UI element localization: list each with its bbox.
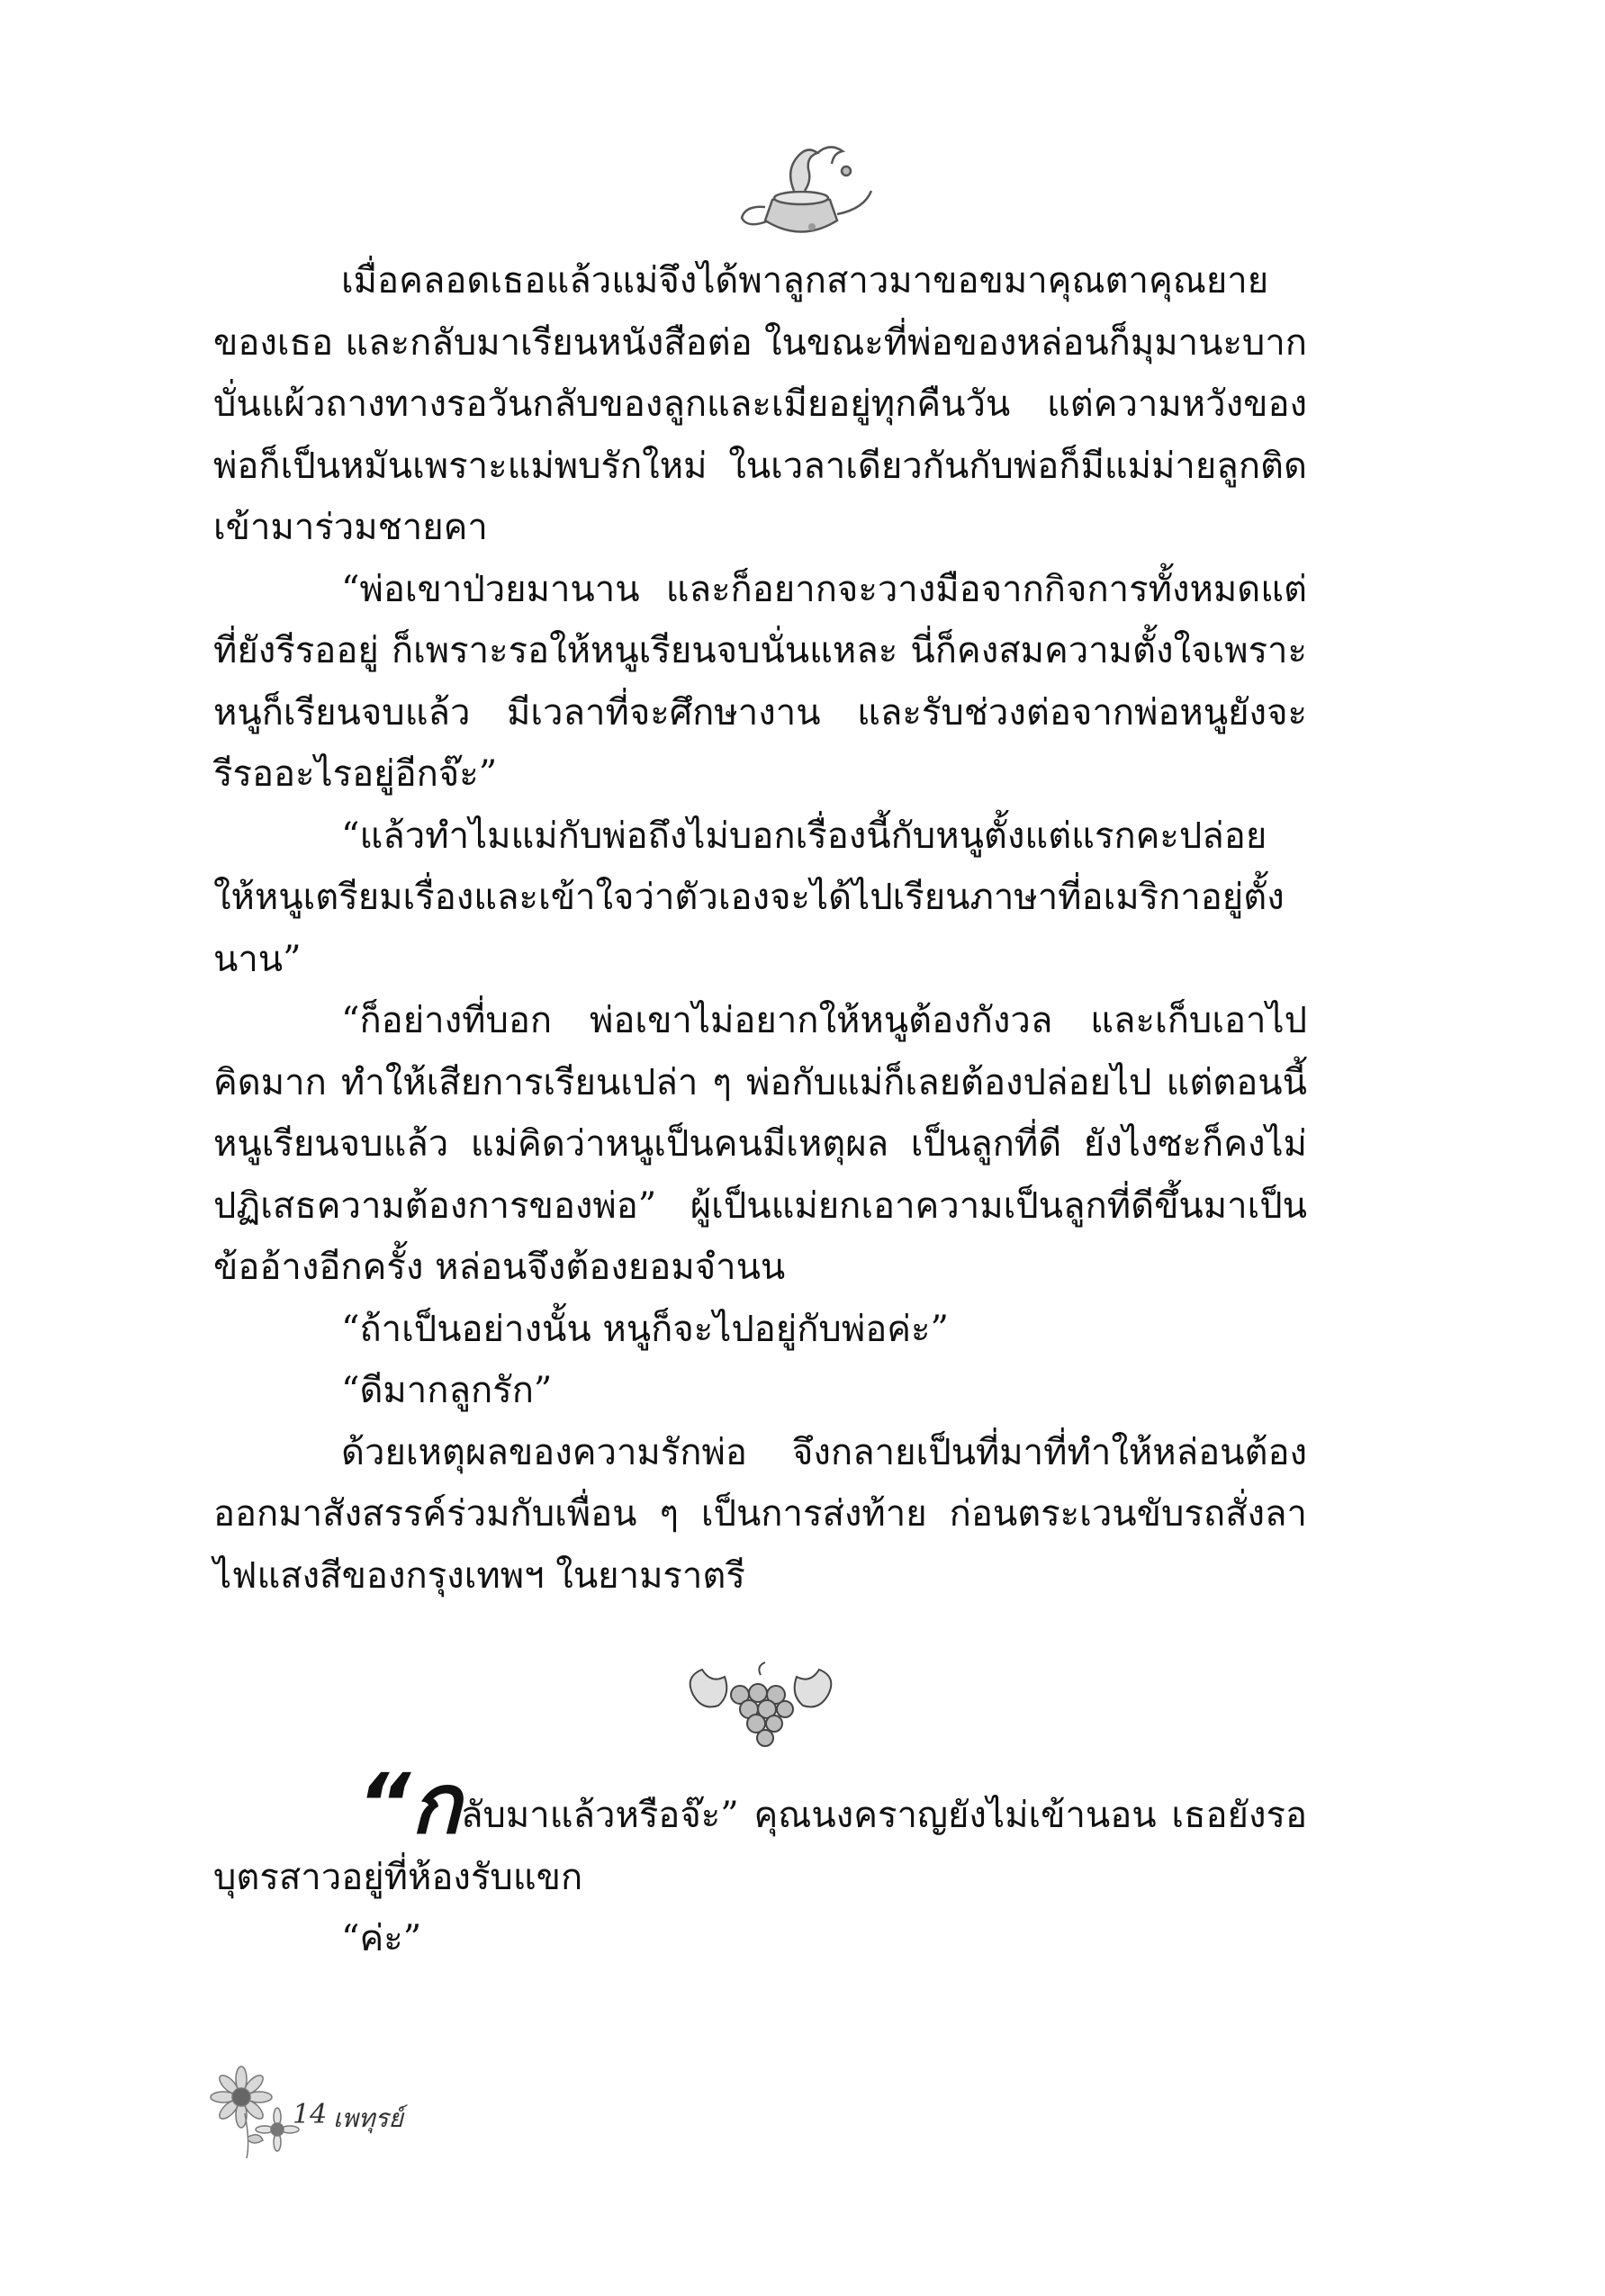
opening-text: ลับมาแล้วหรือจ๊ะ” คุณนงคราญยังไม่เข้านอน เธอยังรอบุตรสาวอยู่ที่ห้องรับแขก [213,1795,1307,1898]
paragraph: “พ่อเขาป่วยมานาน และก็อยากจะวางมือจากกิจการทั้งหมดแต่ที่ยังรีรออยู่ ก็เพราะรอให้หนูเรียนจบนั่นแหละ นี่ก็คงสมความตั้งใจเพราะหนูก็เรียนจบแล้ว มีเวลาที่จะศึกษางาน และรับช่วงต่อจากพ่อหนูยังจะรีรออะไรอยู่อีกจ๊ะ” [213,568,1307,795]
teapot-ornament-icon [711,135,891,243]
paragraph: “ค่ะ” [341,1918,422,1959]
page-number: 14 [293,2099,328,2130]
grapes-ornament-icon [675,1659,846,1758]
drop-cap: “ก [357,1756,461,1852]
paragraph: ด้วยเหตุผลของความรักพ่อ จึงกลายเป็นที่มาที่ทำให้หล่อนต้องออกมาสังสรรค์ร่วมกับเพื่อน ๆ เป็นการส่งท้าย ก่อนตระเวนขับรถสั่งลาไฟแสงสีของกรุงเทพฯ ในยามราตรี [213,1431,1307,1597]
paragraph: “ก็อย่างที่บอก พ่อเขาไม่อยากให้หนูต้องกังวล และเก็บเอาไปคิดมาก ทำให้เสียการเรียนเปล่า ๆ พ่อกับแม่ก็เลยต้องปล่อยไป แต่ตอนนี้หนูเรียนจบแล้ว แม่คิดว่าหนูเป็นคนมีเหตุผล เป็นลูกที่ดี ยังไงซะก็คงไม่ปฏิเสธความต้องการของพ่อ” ผู้เป็นแม่ยกเอาความเป็นลูกที่ดีขึ้นมาเป็นข้ออ้างอีกครั้ง หล่อนจึงต้องยอมจำนน [213,1000,1307,1288]
book-title: เพทุรย์ [333,2103,403,2133]
paragraph: “ดีมากลูกรัก” [341,1370,553,1411]
paragraph: เมื่อคลอดเธอแล้วแม่จึงได้พาลูกสาวมาขอขมาคุณตาคุณยายของเธอ และกลับมาเรียนหนังสือต่อ ในขณะที่พ่อของหล่อนก็มุมานะบากบั่นแผ้วถางทางรอวันกลับของลูกและเมียอยู่ทุกคืนวัน แต่ความหวังของพ่อก็เป็นหมันเพราะแม่พบรักใหม่ ในเวลาเดียวกันกับพ่อก็มีแม่ม่ายลูกติดเข้ามาร่วมชายคา [213,260,1307,548]
page-footer [205,2061,565,2160]
paragraph: “แล้วทำไมแม่กับพ่อถึงไม่บอกเรื่องนี้กับหนูตั้งแต่แรกคะปล่อยให้หนูเตรียมเรื่องและเข้าใจว่าตัวเองจะได้ไปเรียนภาษาที่อเมริกาอยู่ตั้งนาน” [213,815,1285,980]
sunflower-icon [205,2061,304,2160]
paragraph: “ถ้าเป็นอย่างนั้น หนูก็จะไปอยู่กับพ่อค่ะ” [341,1308,949,1350]
main-text [213,250,1307,1970]
opening-paragraph [213,1756,1307,1908]
